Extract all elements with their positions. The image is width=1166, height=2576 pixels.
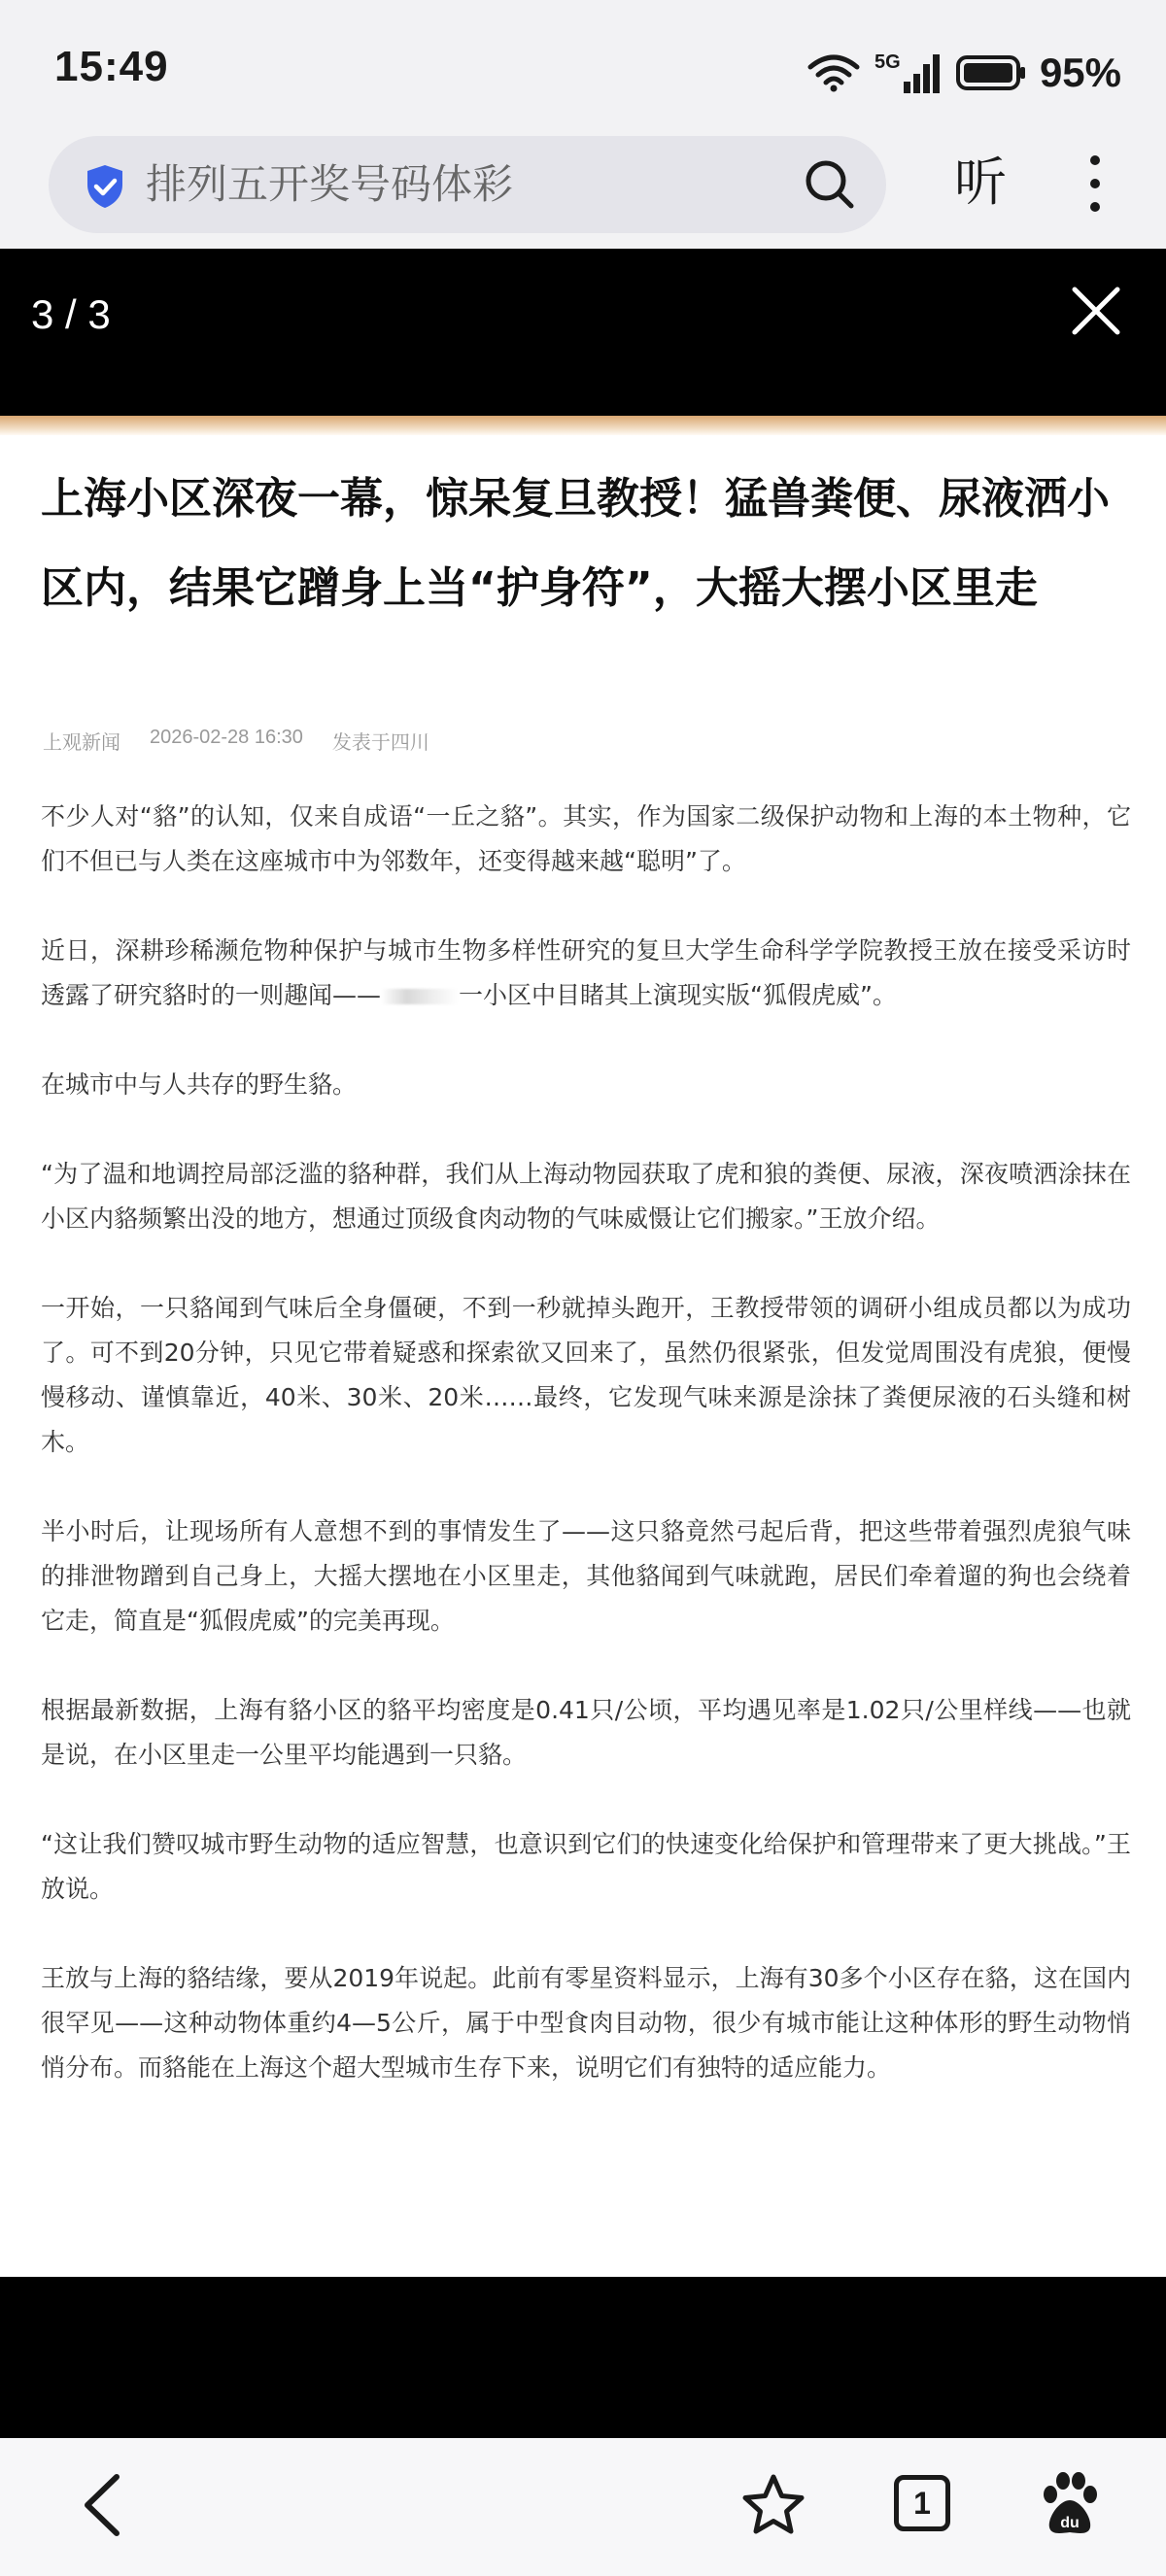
paragraph: “这让我们赞叹城市野生动物的适应智慧，也意识到它们的快速变化给保护和管理带来了更大挑战。”王放说。 xyxy=(41,1830,1131,1903)
article-title: 上海小区深夜一幕，惊呆复旦教授！猛兽粪便、尿液洒小区内，结果它蹭身上当“护身符”，大摇大摆小区里走 xyxy=(41,474,1110,613)
status-time: 15:49 xyxy=(54,43,169,90)
article-body xyxy=(41,795,1131,2135)
paragraph: 一开始，一只貉闻到气味后全身僵硬，不到一秒就掉头跑开，王教授带领的调研小组成员都以为成功了。可不到20分钟，只见它带着疑惑和探索欲又回来了，虽然仍很紧张，但发觉周围没有虎狼，便慢慢移动、谨慎靠近，40米、30米、20米……最终，它发现气味来源是涂抹了粪便尿液的石头缝和树木。 xyxy=(41,1294,1131,1456)
paragraph: “为了温和地调控局部泛滥的貉种群，我们从上海动物园获取了虎和狼的粪便、尿液，深夜喷洒涂抹在小区内貉频繁出没的地方，想通过顶级食肉动物的气味威慑让它们搬家。”王放介绍。 xyxy=(41,1160,1131,1233)
paragraph: 王放与上海的貉结缘，要从2019年说起。此前有零星资料显示，上海有30多个小区存在貉，这在国内很罕见——这种动物体重约4—5公斤，属于中型食肉目动物，很少有城市能让这种体形的野生动物悄悄分布。而貉能在上海这个超大型城市生存下来，说明它们有独特的适应能力。 xyxy=(41,1964,1131,2082)
battery-icon xyxy=(956,53,1026,92)
bottom-nav xyxy=(0,2438,1166,2576)
signal-icon xyxy=(874,51,943,95)
network-type: 5G xyxy=(874,51,901,73)
tabs-icon[interactable] xyxy=(894,2475,950,2531)
image-viewer-header xyxy=(0,249,1166,416)
status-indicators xyxy=(806,49,1121,97)
search-input[interactable] xyxy=(49,136,886,233)
back-icon[interactable] xyxy=(80,2473,124,2537)
paragraph-text: 近日，深耕珍稀濒危物种保护与城市生物多样性研究的复旦大学生命科学学院教授王放在接受采访时透露了研究貉时的一则趣闻—— xyxy=(41,936,1131,1009)
search-query: 排列五开奖号码体彩 xyxy=(146,160,514,208)
listen-button[interactable]: 听 xyxy=(954,152,1007,213)
paragraph: 在城市中与人共存的野生貉。 xyxy=(41,1070,358,1099)
article-datetime: 2026-02-28 16:30 xyxy=(150,727,303,748)
wifi-icon xyxy=(806,53,861,92)
paragraph xyxy=(41,929,1131,1018)
shield-icon xyxy=(84,163,126,210)
article-source: 上观新闻 xyxy=(43,732,120,754)
page-counter: 3 / 3 xyxy=(31,291,111,337)
article-meta xyxy=(43,727,429,755)
redacted-blur xyxy=(381,989,459,1004)
baidu-paw-icon[interactable] xyxy=(1040,2471,1100,2537)
star-icon[interactable] xyxy=(740,2473,806,2537)
paragraph: 半小时后，让现场所有人意想不到的事情发生了——这只貉竟然弓起后背，把这些带着强烈虎狼气味的排泄物蹭到自己身上，大摇大摆地在小区里走，其他貉闻到气味就跑，居民们牵着遛的狗也会绕着它走，简直是“狐假虎威”的完美再现。 xyxy=(41,1517,1131,1635)
close-icon[interactable] xyxy=(1071,286,1121,336)
article-location: 发表于四川 xyxy=(331,732,429,754)
paragraph-text: 一小区中目睹其上演现实版“狐假虎威”。 xyxy=(459,981,897,1009)
image-viewer-footer xyxy=(0,2277,1166,2438)
tabs-count: 1 xyxy=(913,2485,931,2521)
more-icon[interactable] xyxy=(1080,155,1110,214)
svg-text:du: du xyxy=(1060,2515,1080,2531)
image-top-edge xyxy=(0,416,1166,435)
status-bar xyxy=(0,0,1166,134)
paragraph: 不少人对“貉”的认知，仅来自成语“一丘之貉”。其实，作为国家二级保护动物和上海的本土物种，它们不但已与人类在这座城市中为邻数年，还变得越来越“聪明”了。 xyxy=(41,802,1131,875)
paragraph: 根据最新数据，上海有貉小区的貉平均密度是0.41只/公顷，平均遇见率是1.02只/公里样线——也就是说，在小区里走一公里平均能遇到一只貉。 xyxy=(41,1696,1131,1769)
battery-percent: 95% xyxy=(1039,50,1121,95)
article-image xyxy=(0,435,1166,2277)
search-icon[interactable] xyxy=(803,157,857,212)
